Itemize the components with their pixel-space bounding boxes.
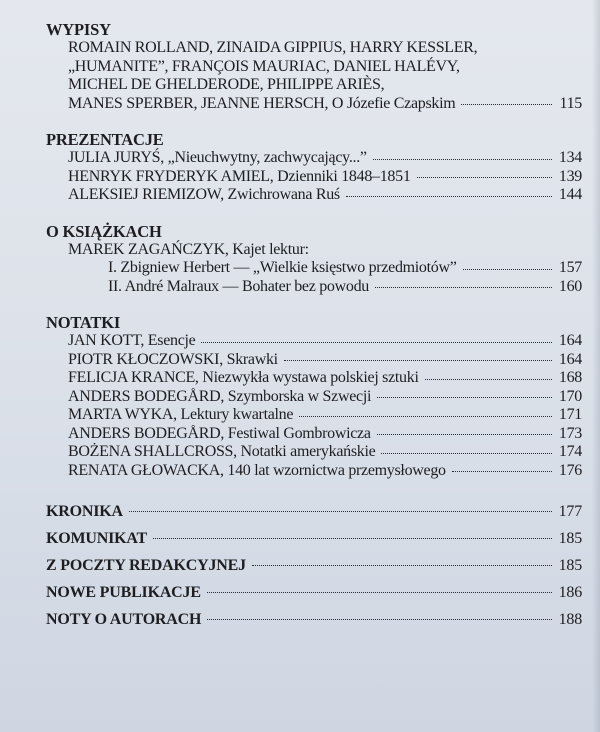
toc-entry-z-poczty[interactable] <box>46 556 582 575</box>
toc-entry[interactable] <box>46 443 582 462</box>
entry-title: HENRYK FRYDERYK AMIEL, Dzienniki 1848–1851 <box>68 167 411 185</box>
entry-title: JAN KOTT, Esencje <box>68 332 196 349</box>
page-number: 176 <box>558 461 582 479</box>
entry-title: JULIA JURYŚ, „Nieuchwytny, zachwycający...” <box>68 149 367 166</box>
dot-leader <box>284 360 552 361</box>
entry-title: I. Zbigniew Herbert — „Wielkie księstwo przedmiotów” <box>108 259 457 276</box>
dot-leader <box>252 565 552 566</box>
entry-line: ROMAIN ROLLAND, ZINAIDA GIPPIUS, HARRY KESSLER, <box>68 39 478 56</box>
section-title: NOTATKI <box>46 313 121 332</box>
page-number: 115 <box>559 94 582 112</box>
entry-title: BOŻENA SHALLCROSS, Notatki amerykańskie <box>68 443 376 460</box>
entry-title: MANES SPERBER, JEANNE HERSCH, O Józefie Czapskim <box>68 94 456 112</box>
page-number: 134 <box>558 149 582 166</box>
toc-entry-nowe-publikacje[interactable] <box>46 583 582 602</box>
page-number: 164 <box>558 350 582 368</box>
entry-title: ANDERS BODEGÅRD, Festiwal Gombrowicza <box>68 424 371 442</box>
page-number: 174 <box>558 443 582 460</box>
section-title: PREZENTACJE <box>46 130 164 149</box>
entry-title: FELICJA KRANCE, Niezwykła wystawa polskiej sztuki <box>68 369 419 386</box>
page-number: 160 <box>558 277 582 295</box>
page-number: 188 <box>558 611 582 628</box>
toc-entry[interactable] <box>46 95 582 114</box>
section-title: O KSIĄŻKACH <box>46 221 162 241</box>
page-number: 170 <box>558 387 582 405</box>
page-number: 157 <box>558 259 582 276</box>
page-number: 173 <box>558 424 582 442</box>
toc-entry[interactable] <box>46 406 582 425</box>
toc-entry[interactable] <box>46 186 582 205</box>
entry-title: NOWE PUBLIKACJE <box>46 584 201 601</box>
toc-entry-komunikat[interactable] <box>46 529 582 548</box>
dot-leader <box>346 196 552 197</box>
toc-entry[interactable] <box>46 425 582 444</box>
dot-leader <box>153 538 552 539</box>
page-number: 171 <box>558 406 582 423</box>
entry-title: ALEKSIEJ RIEMIZOW, Zwichrowana Ruś <box>68 186 340 203</box>
dot-leader <box>207 619 552 620</box>
page-number: 186 <box>558 584 582 601</box>
entry-title: KOMUNIKAT <box>46 530 148 547</box>
dot-leader <box>375 287 552 288</box>
entry-title: PIOTR KŁOCZOWSKI, Skrawki <box>68 350 278 368</box>
dot-leader <box>461 104 552 105</box>
bottom-sections-list <box>46 502 582 629</box>
dot-leader <box>381 453 552 454</box>
toc-entry[interactable] <box>46 351 582 370</box>
dot-leader <box>463 269 552 270</box>
toc-entry[interactable] <box>46 149 582 168</box>
page-number: 164 <box>558 332 582 349</box>
toc-entry[interactable] <box>46 369 582 388</box>
dot-leader <box>425 379 552 380</box>
entry-line: MICHEL DE GHELDERODE, PHILIPPE ARIÈS, <box>68 76 385 93</box>
page-number: 139 <box>558 167 582 185</box>
dot-leader <box>299 416 552 417</box>
toc-entry[interactable] <box>46 168 582 187</box>
entry-title: KRONIKA <box>46 503 123 520</box>
toc-subentry[interactable] <box>46 259 582 278</box>
dot-leader <box>207 592 552 593</box>
toc-entry-noty-o-autorach[interactable] <box>46 610 582 629</box>
dot-leader <box>201 342 552 343</box>
section-o-ksiazkach <box>46 222 582 297</box>
dot-leader <box>377 434 552 435</box>
section-notatki <box>46 313 582 480</box>
table-of-contents <box>46 20 582 637</box>
entry-title: NOTY O AUTORACH <box>46 611 202 628</box>
page-number: 144 <box>558 186 582 203</box>
page-number: 185 <box>558 557 582 574</box>
toc-entry[interactable] <box>46 388 582 407</box>
entry-title: ANDERS BODEGÅRD, Szymborska w Szwecji <box>68 387 372 405</box>
section-wypisy <box>46 20 582 113</box>
toc-entry-kronika[interactable] <box>46 502 582 521</box>
section-prezentacje <box>46 130 582 205</box>
entry-title: II. André Malraux — Bohater bez powodu <box>108 277 369 295</box>
page-number: 185 <box>558 530 582 547</box>
toc-entry[interactable] <box>46 332 582 351</box>
entry-title: Z POCZTY REDAKCYJNEJ <box>46 557 246 574</box>
entry-line: „HUMANITE”, FRANÇOIS MAURIAC, DANIEL HALÉVY, <box>68 57 460 75</box>
entry-intro: MAREK ZAGAŃCZYK, Kajet lektur: <box>68 240 309 258</box>
dot-leader <box>452 471 552 472</box>
page-number: 177 <box>558 503 582 520</box>
entry-title: MARTA WYKA, Lektury kwartalne <box>68 406 294 423</box>
toc-subentry[interactable] <box>46 278 582 297</box>
section-title: WYPISY <box>46 20 111 39</box>
page-edge-shadow <box>592 0 600 732</box>
dot-leader <box>373 159 552 160</box>
toc-entry[interactable] <box>46 462 582 481</box>
dot-leader <box>129 511 552 512</box>
dot-leader <box>417 177 552 178</box>
dot-leader <box>377 397 552 398</box>
entry-title: RENATA GŁOWACKA, 140 lat wzornictwa przemysłowego <box>68 461 446 479</box>
page-number: 168 <box>558 369 582 386</box>
